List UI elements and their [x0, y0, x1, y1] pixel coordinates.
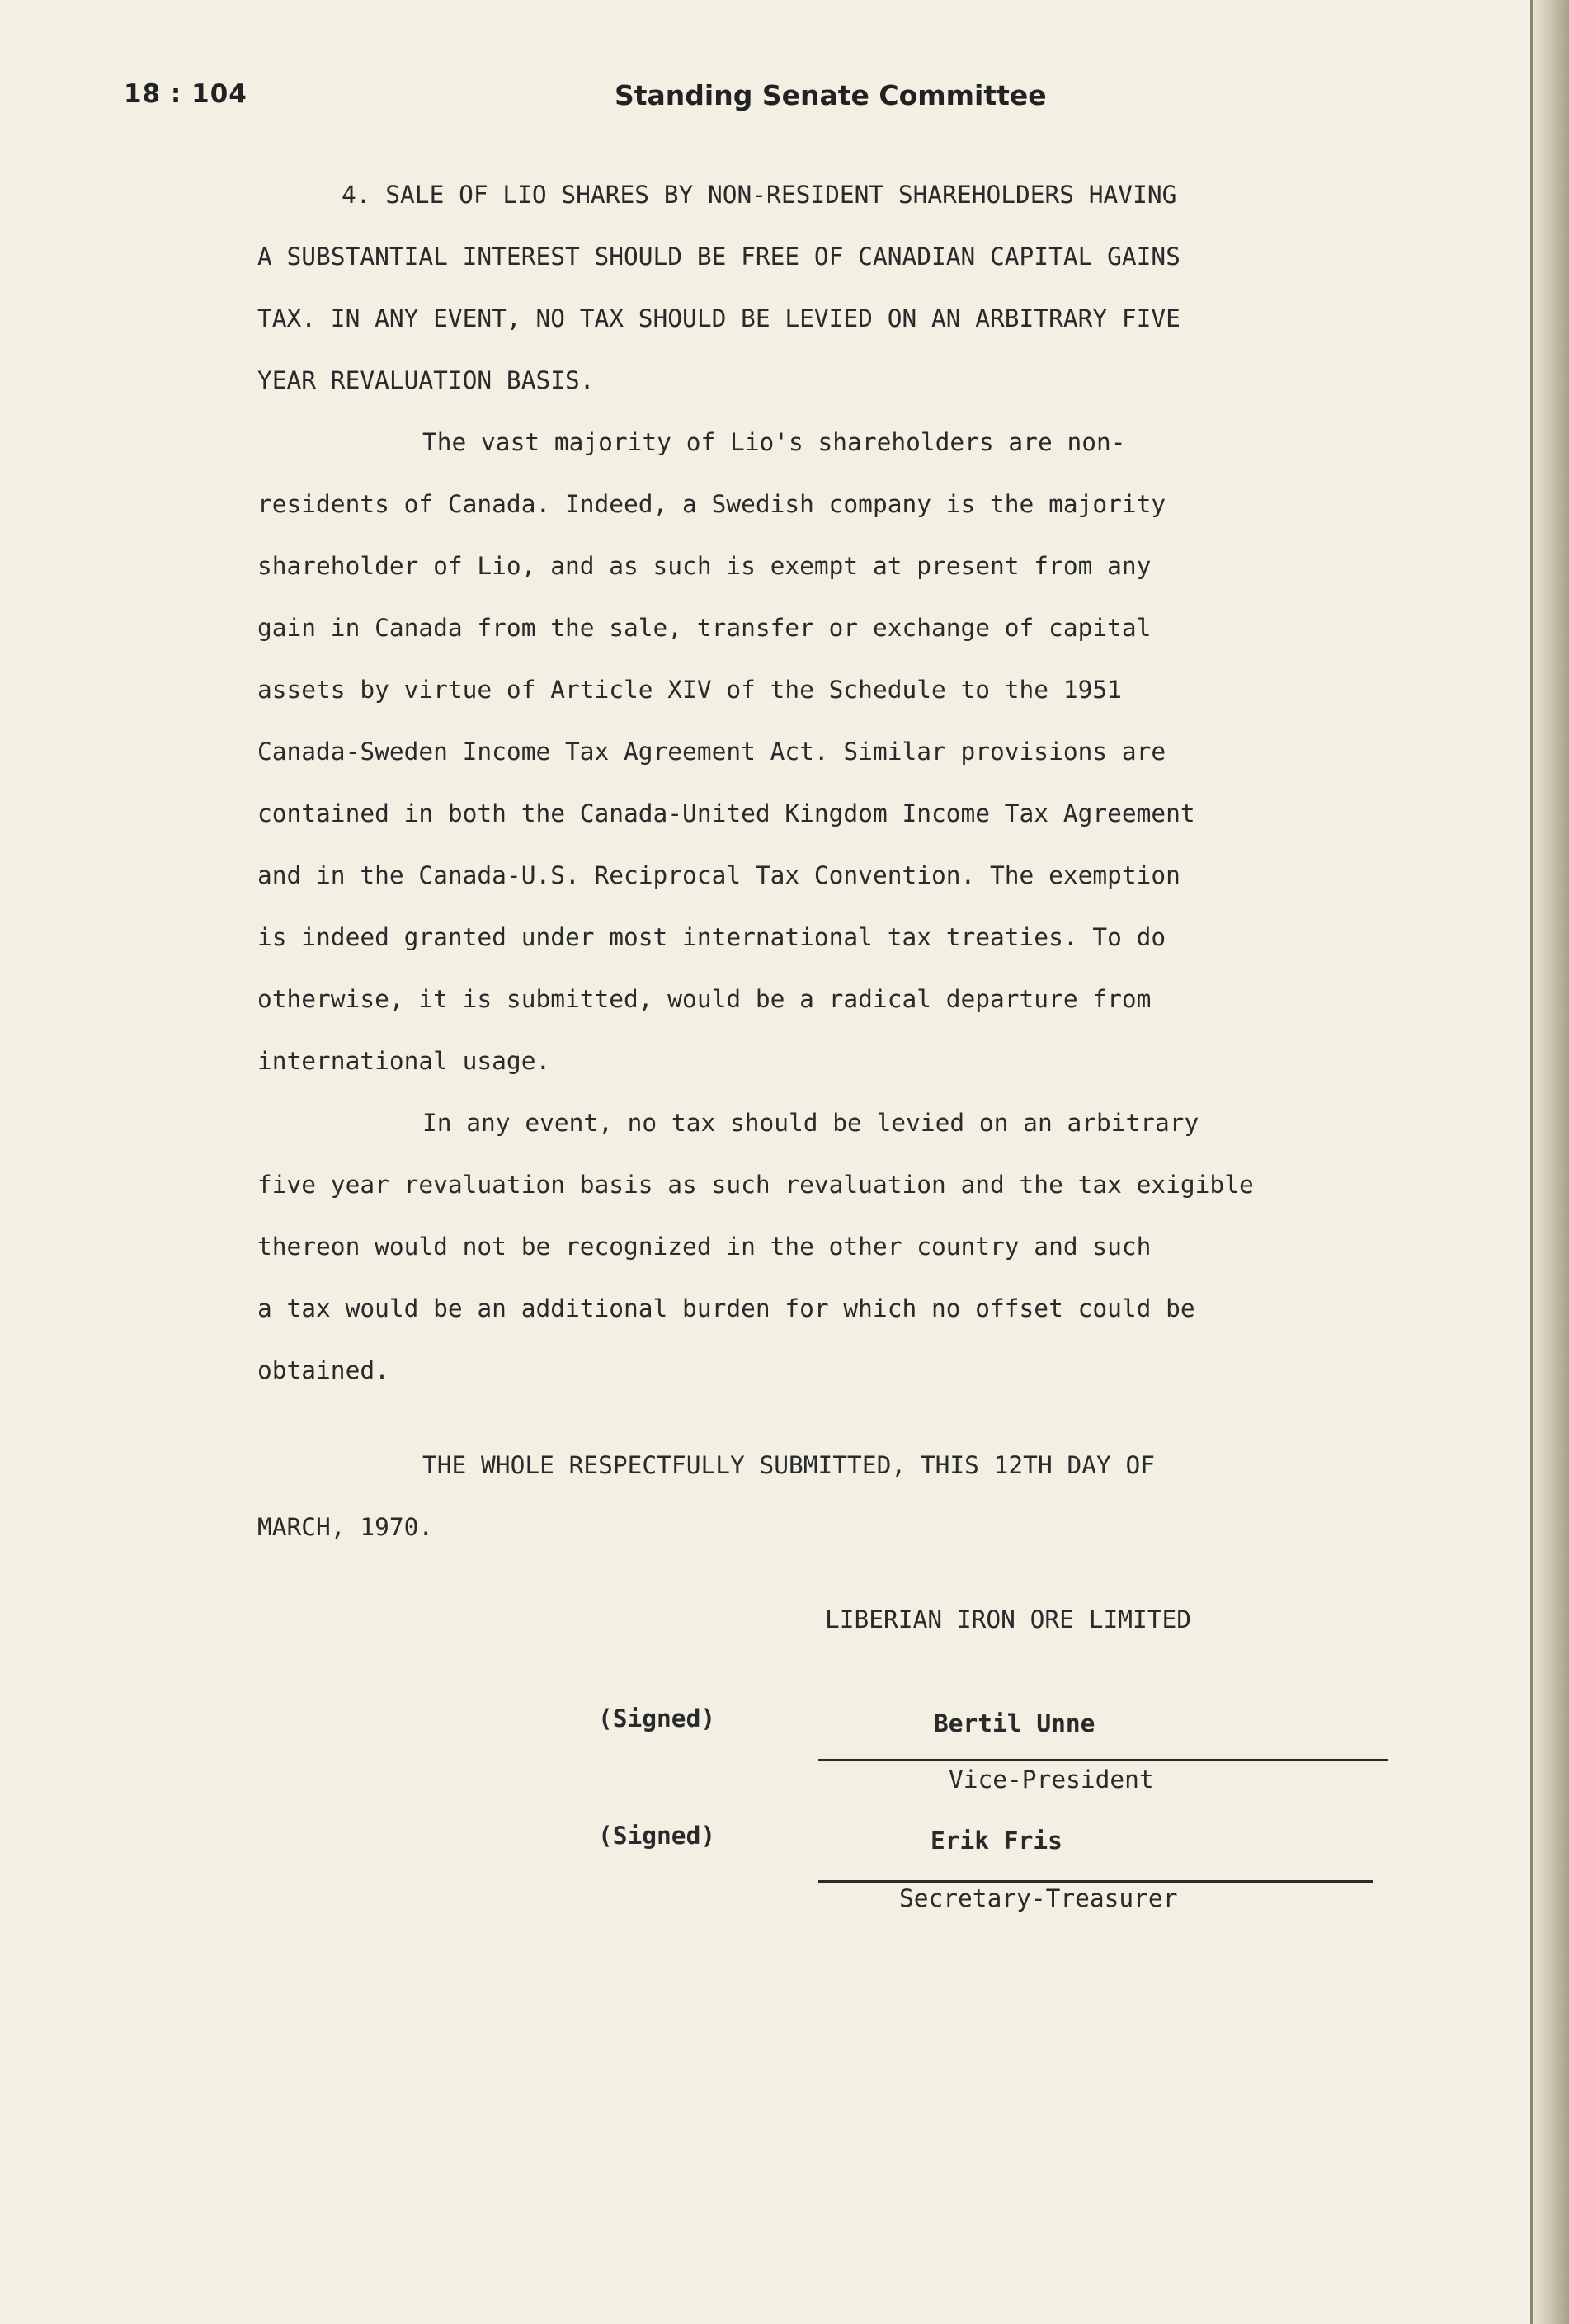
paragraph-line: obtained.: [257, 1356, 389, 1384]
paragraph-line: otherwise, it is submitted, would be a radical departure from: [257, 985, 1152, 1013]
paragraph-2: [257, 1092, 1404, 1402]
running-header: [124, 79, 1477, 117]
signature-line: [818, 1880, 1373, 1883]
section-heading: [257, 164, 1404, 412]
closing-statement: [257, 1435, 1404, 1558]
signatory-name: Bertil Unne: [934, 1709, 1095, 1737]
signatory-title: Secretary-Treasurer: [899, 1884, 1178, 1912]
paragraph-line: five year revaluation basis as such revaluation and the tax exigible: [257, 1171, 1254, 1199]
body-text: [257, 164, 1404, 1558]
paragraph-line: In any event, no tax should be levied on an arbitrary: [422, 1109, 1199, 1137]
paragraph-line: The vast majority of Lio's shareholders are non-: [422, 428, 1126, 456]
paragraph-line: residents of Canada. Indeed, a Swedish company is the majority: [257, 490, 1166, 518]
heading-line: TAX. IN ANY EVENT, NO TAX SHOULD BE LEVIED ON AN ARBITRARY FIVE: [257, 304, 1180, 332]
paragraph-line: contained in both the Canada-United Kingdom Income Tax Agreement: [257, 799, 1195, 827]
signed-label: (Signed): [598, 1704, 716, 1732]
paragraph-line: and in the Canada-U.S. Reciprocal Tax Convention. The exemption: [257, 861, 1180, 889]
spacer: [257, 1402, 1404, 1435]
signatory-title: Vice-President: [949, 1765, 1154, 1794]
paragraph-1: [257, 412, 1404, 1092]
header-title: Standing Senate Committee: [615, 79, 1047, 111]
signed-label: (Signed): [598, 1822, 716, 1850]
page-edge: [1533, 0, 1569, 2324]
heading-line: YEAR REVALUATION BASIS.: [257, 366, 595, 394]
page-number: 18 : 104: [124, 79, 247, 109]
closing-line: THE WHOLE RESPECTFULLY SUBMITTED, THIS 12TH DAY OF: [422, 1451, 1156, 1479]
signature-line: [818, 1759, 1388, 1761]
paragraph-line: assets by virtue of Article XIV of the Schedule to the 1951: [257, 676, 1122, 704]
paragraph-line: thereon would not be recognized in the other country and such: [257, 1233, 1152, 1261]
paragraph-line: is indeed granted under most international tax treaties. To do: [257, 923, 1166, 951]
paragraph-line: gain in Canada from the sale, transfer or exchange of capital: [257, 614, 1152, 642]
closing-line: MARCH, 1970.: [257, 1513, 434, 1541]
heading-line: A SUBSTANTIAL INTEREST SHOULD BE FREE OF CANADIAN CAPITAL GAINS: [257, 243, 1180, 271]
paragraph-line: Canada-Sweden Income Tax Agreement Act. Similar provisions are: [257, 738, 1166, 766]
company-name: LIBERIAN IRON ORE LIMITED: [825, 1605, 1192, 1633]
signatory-name: Erik Fris: [931, 1827, 1062, 1855]
paragraph-line: a tax would be an additional burden for which no offset could be: [257, 1294, 1195, 1322]
heading-line: 4. SALE OF LIO SHARES BY NON-RESIDENT SHAREHOLDERS HAVING: [342, 181, 1177, 209]
paragraph-line: shareholder of Lio, and as such is exempt at present from any: [257, 552, 1152, 580]
paragraph-line: international usage.: [257, 1047, 551, 1075]
